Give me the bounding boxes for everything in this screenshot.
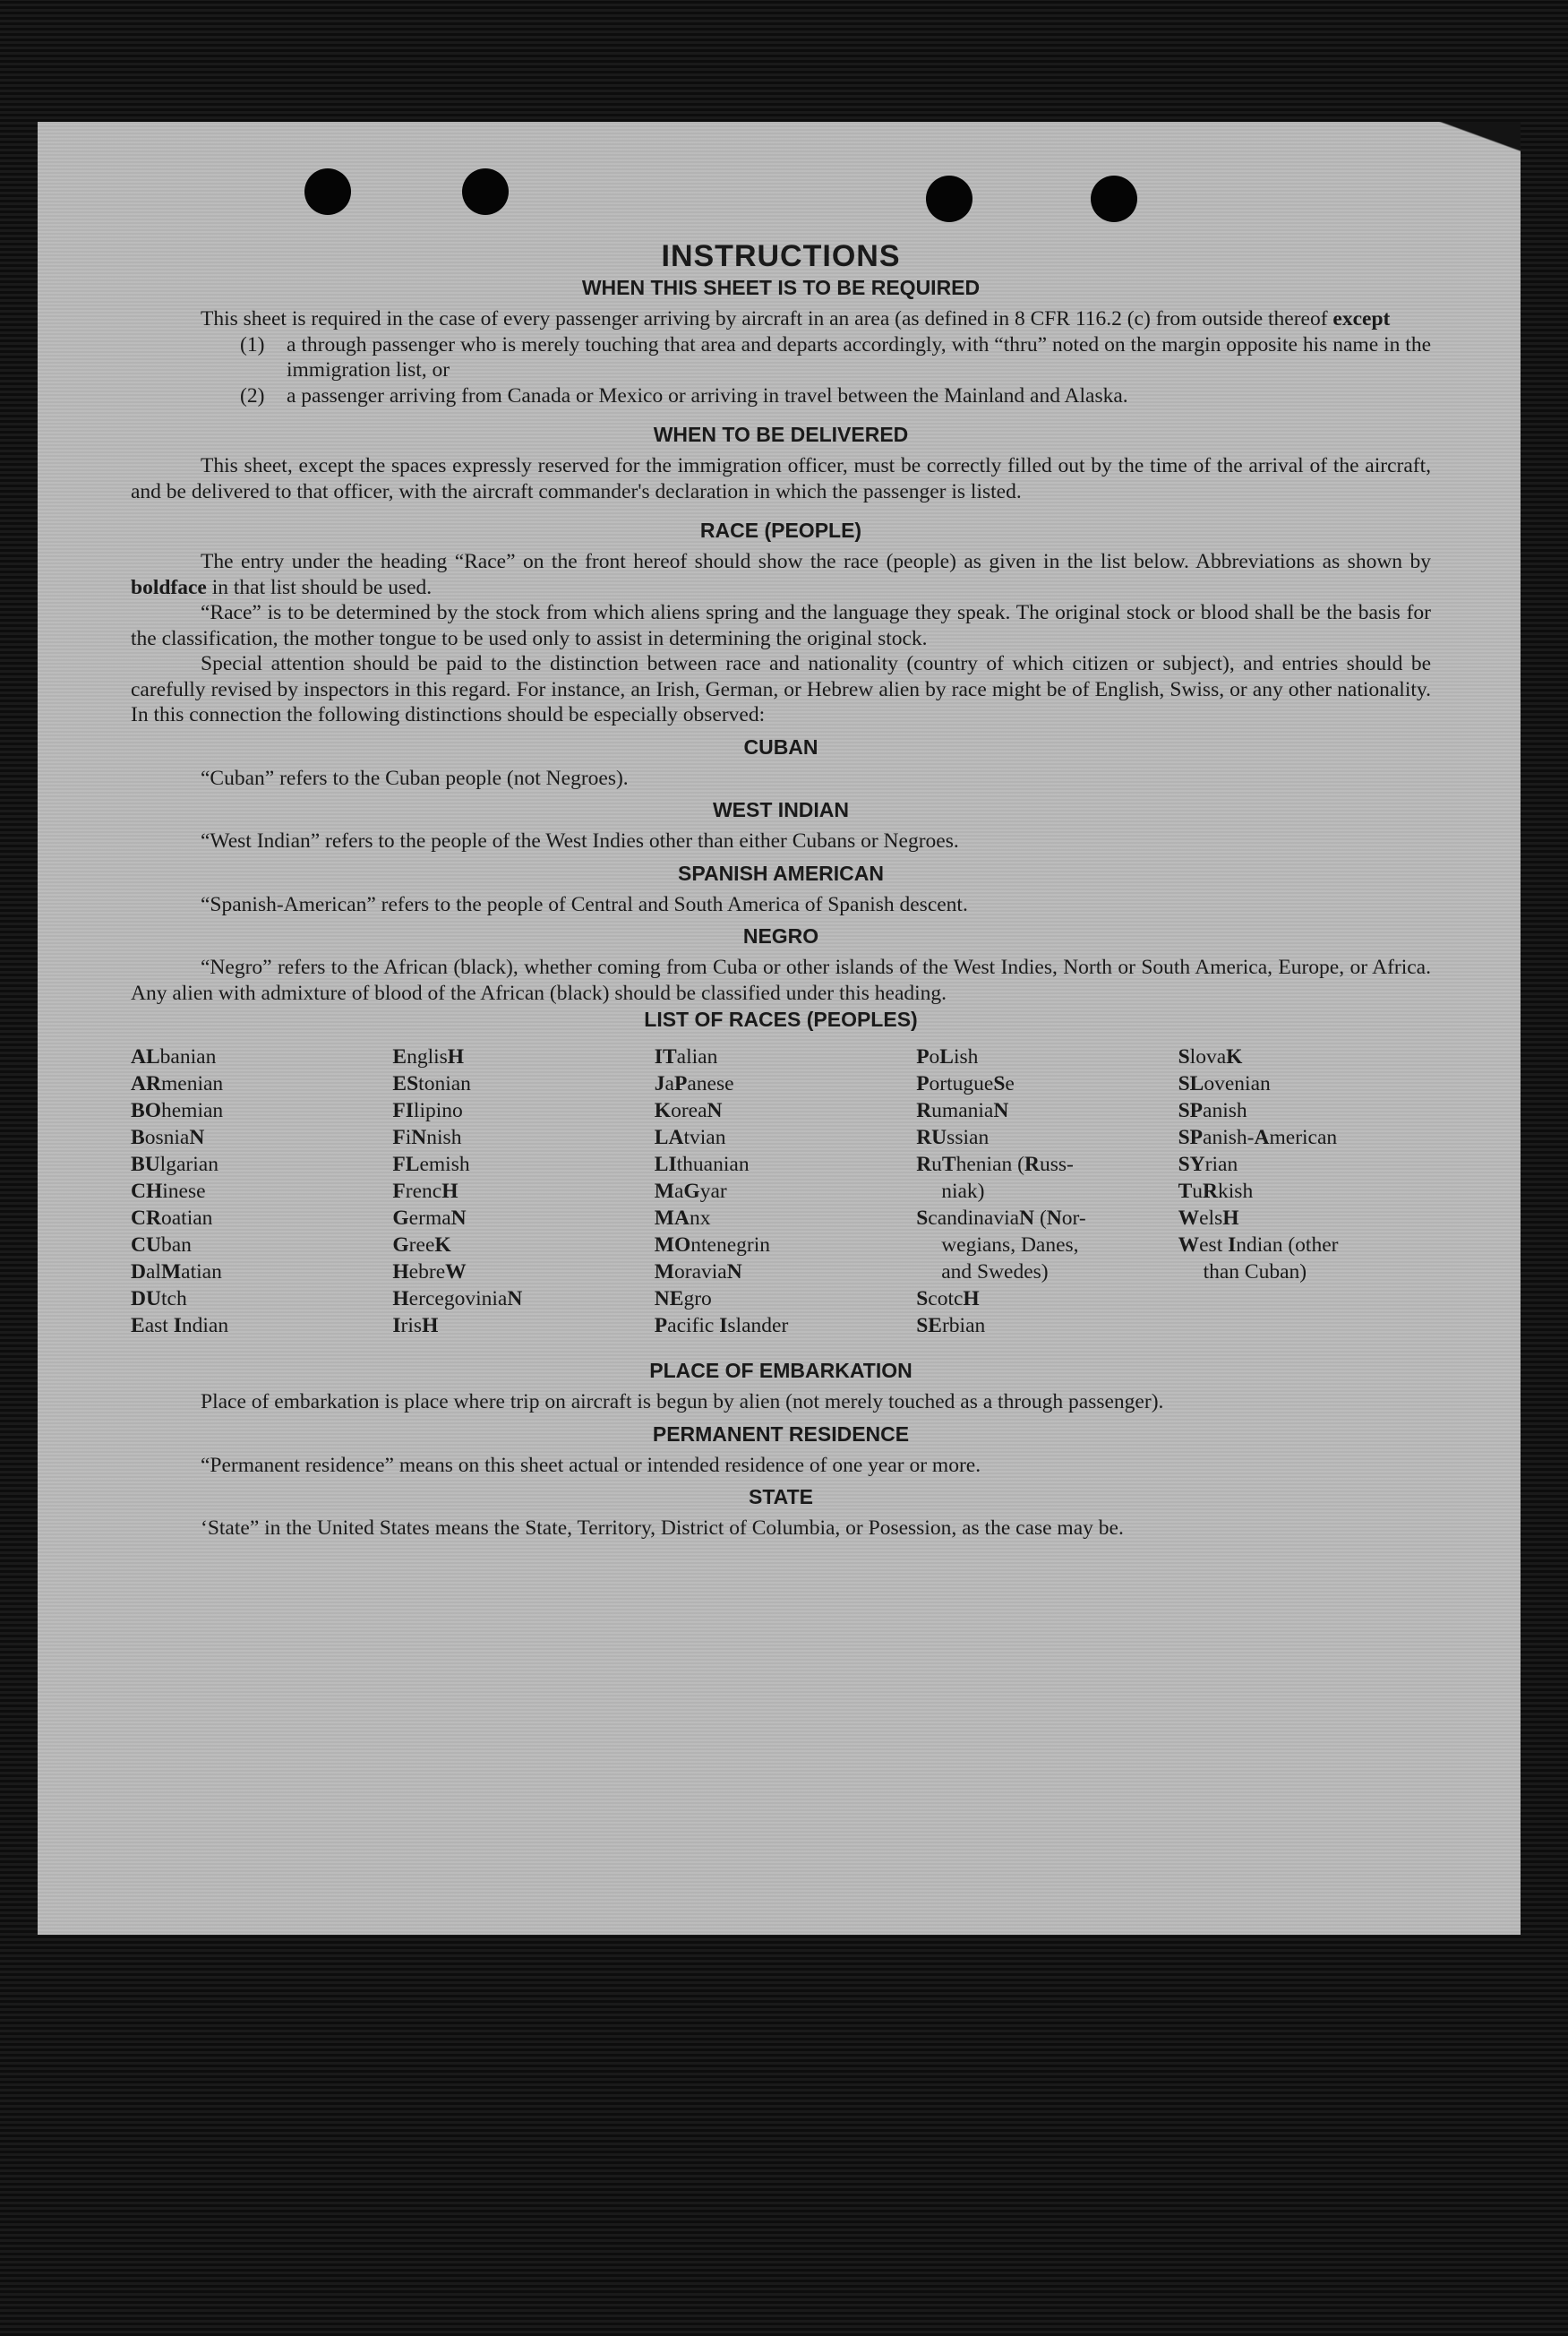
race-item: EnglisH [392,1045,465,1069]
race-item: RuThenian (Russ- [916,1153,1074,1176]
punch-hole-1 [304,168,351,215]
list-number: (1) [240,332,265,356]
race-item: East Indian [131,1314,229,1337]
race-item: ALbanian [131,1045,217,1069]
race-item: West Indian (other [1178,1233,1339,1257]
section-heading-permanent-residence: PERMANENT RESIDENCE [652,1421,910,1446]
race-item: SErbian [916,1314,986,1337]
punch-hole-2 [462,168,509,215]
section-heading-when-required: WHEN THIS SHEET IS TO BE REQUIRED [581,276,981,299]
cuban-text: “Cuban” refers to the Cuban people (not Negroes). [201,766,629,790]
race-item: SPanish-American [1178,1126,1338,1149]
race-item: SLovenian [1178,1072,1271,1095]
race-item: WelsH [1178,1207,1239,1230]
race-item: CHinese [131,1180,206,1203]
race-item: BUlgarian [131,1153,218,1176]
race-item: FrencH [392,1180,458,1203]
race-item: RUssian [916,1126,990,1149]
section-heading-state: STATE [749,1485,813,1508]
section-heading-negro: NEGRO [742,924,819,948]
race-item: IrisH [392,1314,439,1337]
list-item [131,383,1431,409]
when-required-text: This sheet is required in the case of every passenger arriving by aircraft in an area (as defined in 8 CFR 116.2 (c) from outside thereof except [201,307,1391,331]
state-text: ‘State” in the United States means the State, Territory, District of Columbia, or Posession, as the case may be. [201,1516,1124,1540]
list-number: (2) [240,383,265,408]
races-column-3 [655,1043,907,1339]
race-paragraph-3: Special attention should be paid to the distinction between race and nationality (country of which citizen or subject), and entries should be carefully revised by inspectors in this regard. For instance, an Irish, German, or Hebrew alien by race might be of English, Swiss, or any other nationality. In this connection the following distinctions should be especially observed: [131,652,1431,726]
race-item: LIthuanian [654,1153,750,1176]
when-delivered-text: This sheet, except the spaces expressly reserved for the immigration officer, must be correctly filled out by the time of the arrival of the aircraft, and be delivered to that officer, with the aircraft commander's declaration in which the passenger is listed. [131,454,1431,503]
race-item: SlovaK [1178,1045,1243,1069]
race-item: ScotcH [916,1287,980,1310]
races-list [131,1043,1431,1339]
race-item: SPanish [1178,1099,1247,1122]
except-bold: except [1332,307,1391,331]
races-column-1 [131,1043,383,1339]
race-item-continuation: wegians, Danes, [941,1233,1079,1257]
place-of-embarkation-text: Place of embarkation is place where trip on aircraft is begun by alien (not merely touched as a through passenger). [201,1390,1164,1413]
race-item: MAnx [654,1207,711,1230]
race-item: HercegoviniaN [392,1287,523,1310]
race-item: BOhemian [131,1099,224,1122]
spanish-american-text: “Spanish-American” refers to the people of Central and South America of Spanish descent. [201,892,968,916]
race-item: MaGyar [654,1180,727,1203]
races-column-2 [392,1043,645,1339]
permanent-residence-text: “Permanent residence” means on this sheet actual or intended residence of one year or more. [201,1453,981,1477]
list-text: a passenger arriving from Canada or Mexico or arriving in travel between the Mainland and Alaska. [287,383,1128,408]
race-item: MOntenegrin [654,1233,771,1257]
race-item: RumaniaN [916,1099,1009,1122]
list-text: a through passenger who is merely touching that area and departs accordingly, with “thru” noted on the margin opposite his name in the immigration list, or [287,332,1431,382]
race-item-continuation: and Swedes) [941,1260,1049,1284]
race-item: CRoatian [131,1207,213,1230]
race-item: GreeK [392,1233,451,1257]
section-heading-place-of-embarkation: PLACE OF EMBARKATION [649,1359,913,1382]
document-sheet [38,122,1521,1935]
race-item: DUtch [131,1287,187,1310]
race-item-continuation: than Cuban) [1203,1260,1307,1284]
torn-corner [1413,122,1521,158]
race-item: MoraviaN [654,1260,742,1284]
race-item: NEgro [654,1287,712,1310]
race-item: FIlipino [392,1099,463,1122]
race-item: SYrian [1178,1153,1238,1176]
race-paragraph-2: “Race” is to be determined by the stock from which aliens spring and the language they speak. The original stock or blood shall be the basis for the classification, the mother tongue to be used only to assist in determining the original stock. [131,601,1431,650]
race-item: GermaN [392,1207,467,1230]
race-item: BosniaN [131,1126,205,1149]
race-item: DalMatian [131,1260,222,1284]
punch-hole-4 [1091,176,1137,222]
negro-text: “Negro” refers to the African (black), whether coming from Cuba or other islands of the West Indies, North or South America, Europe, or Africa. Any alien with admixture of blood of the African (black) should be classified under this heading. [131,956,1431,1005]
races-column-5 [1178,1043,1431,1339]
races-column-4 [916,1043,1169,1339]
punch-hole-3 [926,176,973,222]
race-item: PoLish [916,1045,979,1069]
race-item: CUban [131,1233,192,1257]
page-title: INSTRUCTIONS [661,239,901,273]
west-indian-text: “West Indian” refers to the people of the West Indies other than either Cubans or Negroes. [201,829,959,853]
race-item-continuation: niak) [941,1180,985,1203]
race-item: JaPanese [654,1072,734,1095]
section-heading-when-delivered: WHEN TO BE DELIVERED [653,423,909,446]
race-item: LAtvian [654,1126,726,1149]
race-item: ScandinaviaN (Nor- [916,1207,1086,1230]
race-item: EStonian [392,1072,471,1095]
section-heading-spanish-american: SPANISH AMERICAN [677,861,884,885]
race-item: HebreW [392,1260,467,1284]
list-item [131,332,1431,383]
section-heading-west-indian: WEST INDIAN [712,798,850,821]
race-item: TuRkish [1178,1180,1254,1203]
race-paragraph-1: The entry under the heading “Race” on the front hereof should show the race (people) as given in the list below. Abbreviations as shown by boldface in that list should be used. [131,550,1431,599]
race-item: PortugueSe [916,1072,1015,1095]
race-item: FiNnish [392,1126,462,1149]
section-heading-list-of-races: LIST OF RACES (PEOPLES) [644,1008,918,1031]
race-item: KoreaN [654,1099,723,1122]
race-item: ARmenian [131,1072,224,1095]
boldface-word: boldface [131,575,207,599]
section-heading-cuban: CUBAN [743,734,818,759]
race-item: Pacific Islander [654,1314,789,1337]
race-item: ITalian [654,1045,718,1069]
section-heading-race: RACE (PEOPLE) [699,519,862,542]
document-content [131,238,1431,1542]
race-item: FLemish [392,1153,470,1176]
